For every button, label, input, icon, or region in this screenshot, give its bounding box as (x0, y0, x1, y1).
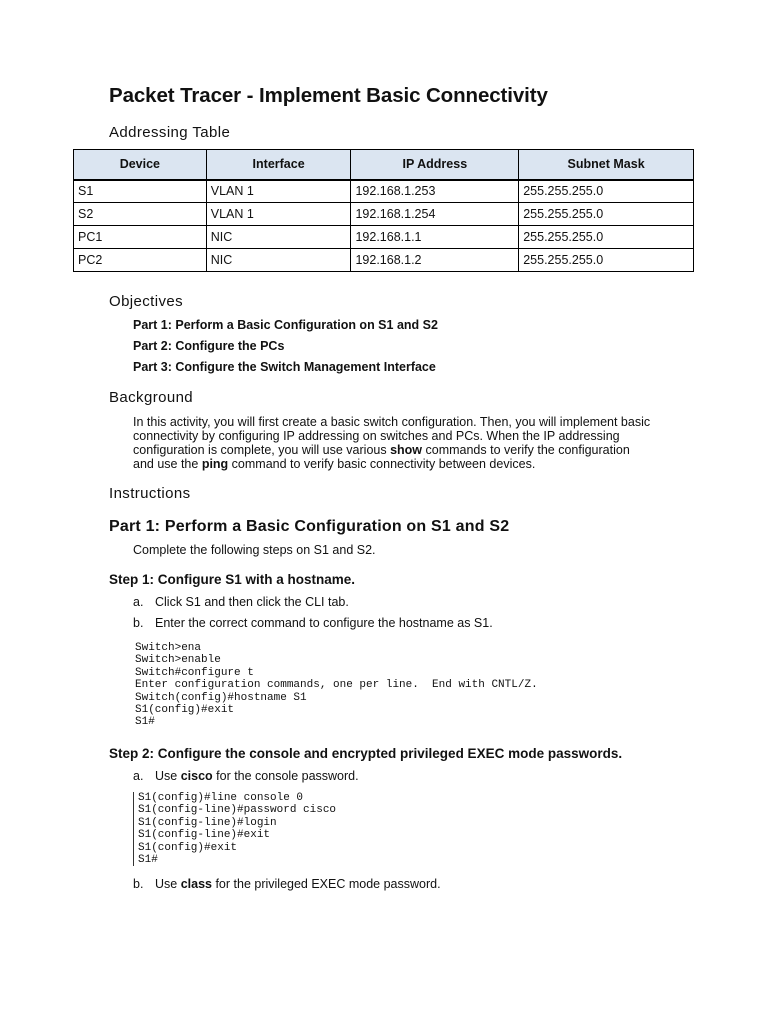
objective-item: Part 3: Configure the Switch Management Interface (133, 360, 436, 374)
step1-item-b-text: Enter the correct command to configure the hostname as S1. (155, 616, 493, 630)
step2-cli-box (133, 792, 336, 866)
table-cell: 192.168.1.2 (351, 249, 519, 272)
column-header: IP Address (351, 150, 519, 180)
table-cell: VLAN 1 (206, 203, 351, 226)
objective-item: Part 1: Perform a Basic Configuration on S1 and S2 (133, 318, 438, 332)
step1-item-b (133, 616, 493, 630)
step2-item-b (133, 877, 441, 891)
table-cell: 255.255.255.0 (519, 226, 694, 249)
enable-password-keyword: class (180, 877, 212, 891)
list-marker: b. (133, 877, 144, 891)
objectives-heading: Objectives (109, 293, 184, 310)
background-paragraph (133, 415, 653, 471)
addressing-table-heading: Addressing Table (109, 124, 231, 141)
table-row (74, 249, 694, 272)
step2-item-a-pre: Use (155, 769, 181, 783)
table-cell: NIC (206, 249, 351, 272)
table-cell: PC2 (74, 249, 207, 272)
table-cell: 192.168.1.1 (351, 226, 519, 249)
console-password-keyword: cisco (180, 769, 213, 783)
part1-intro: Complete the following steps on S1 and S2. (133, 543, 376, 557)
table-row (74, 180, 694, 203)
list-marker: a. (133, 595, 144, 609)
background-show-keyword: show (390, 443, 423, 457)
table-cell: S1 (74, 180, 207, 203)
step2-cli-output: S1(config)#line console 0 S1(config-line)#password cisco S1(config-line)#login S1(config-line)#exit S1(config)#exit S1# (138, 792, 337, 867)
background-heading: Background (109, 389, 194, 406)
column-header: Subnet Mask (519, 150, 694, 180)
table-cell: 255.255.255.0 (519, 180, 694, 203)
step1-heading: Step 1: Configure S1 with a hostname. (109, 572, 356, 587)
table-row (74, 203, 694, 226)
table-cell: PC1 (74, 226, 207, 249)
table-cell: S2 (74, 203, 207, 226)
objective-item: Part 2: Configure the PCs (133, 339, 285, 353)
step1-item-a-text: Click S1 and then click the CLI tab. (155, 595, 349, 609)
step1-cli-output: Switch>ena Switch>enable Switch#configure t Enter configuration commands, one per line. End with CNTL/Z. Switch(config)#hostname S1 S1(config)#exit S1# (135, 642, 538, 729)
table-cell: 192.168.1.254 (351, 203, 519, 226)
step2-item-b-post: for the privileged EXEC mode password. (211, 877, 441, 891)
step2-item-a (133, 769, 359, 783)
table-cell: NIC (206, 226, 351, 249)
step2-item-a-post: for the console password. (212, 769, 359, 783)
part1-heading: Part 1: Perform a Basic Configuration on S1 and S2 (109, 518, 510, 535)
background-text: command to verify basic connectivity between devices. (228, 457, 536, 471)
page-title: Packet Tracer - Implement Basic Connectivity (109, 84, 548, 107)
instructions-heading: Instructions (109, 485, 191, 502)
column-header: Device (74, 150, 207, 180)
table-header-row (74, 150, 694, 180)
column-header: Interface (206, 150, 351, 180)
background-text: commands to verify the configuration and use the (133, 443, 630, 471)
table-cell: VLAN 1 (206, 180, 351, 203)
table-row (74, 226, 694, 249)
addressing-table (73, 149, 694, 272)
step2-item-b-pre: Use (155, 877, 181, 891)
table-cell: 255.255.255.0 (519, 249, 694, 272)
step1-item-a (133, 595, 349, 609)
background-text: In this activity, you will first create a basic switch configuration. Then, you will implement basic connectivity by configuring IP addressing on switches and PCs. When the IP addressing configuration is complete, you will use various (133, 415, 651, 457)
list-marker: a. (133, 769, 144, 783)
table-cell: 192.168.1.253 (351, 180, 519, 203)
table-cell: 255.255.255.0 (519, 203, 694, 226)
step2-heading: Step 2: Configure the console and encrypted privileged EXEC mode passwords. (109, 746, 623, 761)
background-ping-keyword: ping (201, 457, 229, 471)
list-marker: b. (133, 616, 144, 630)
